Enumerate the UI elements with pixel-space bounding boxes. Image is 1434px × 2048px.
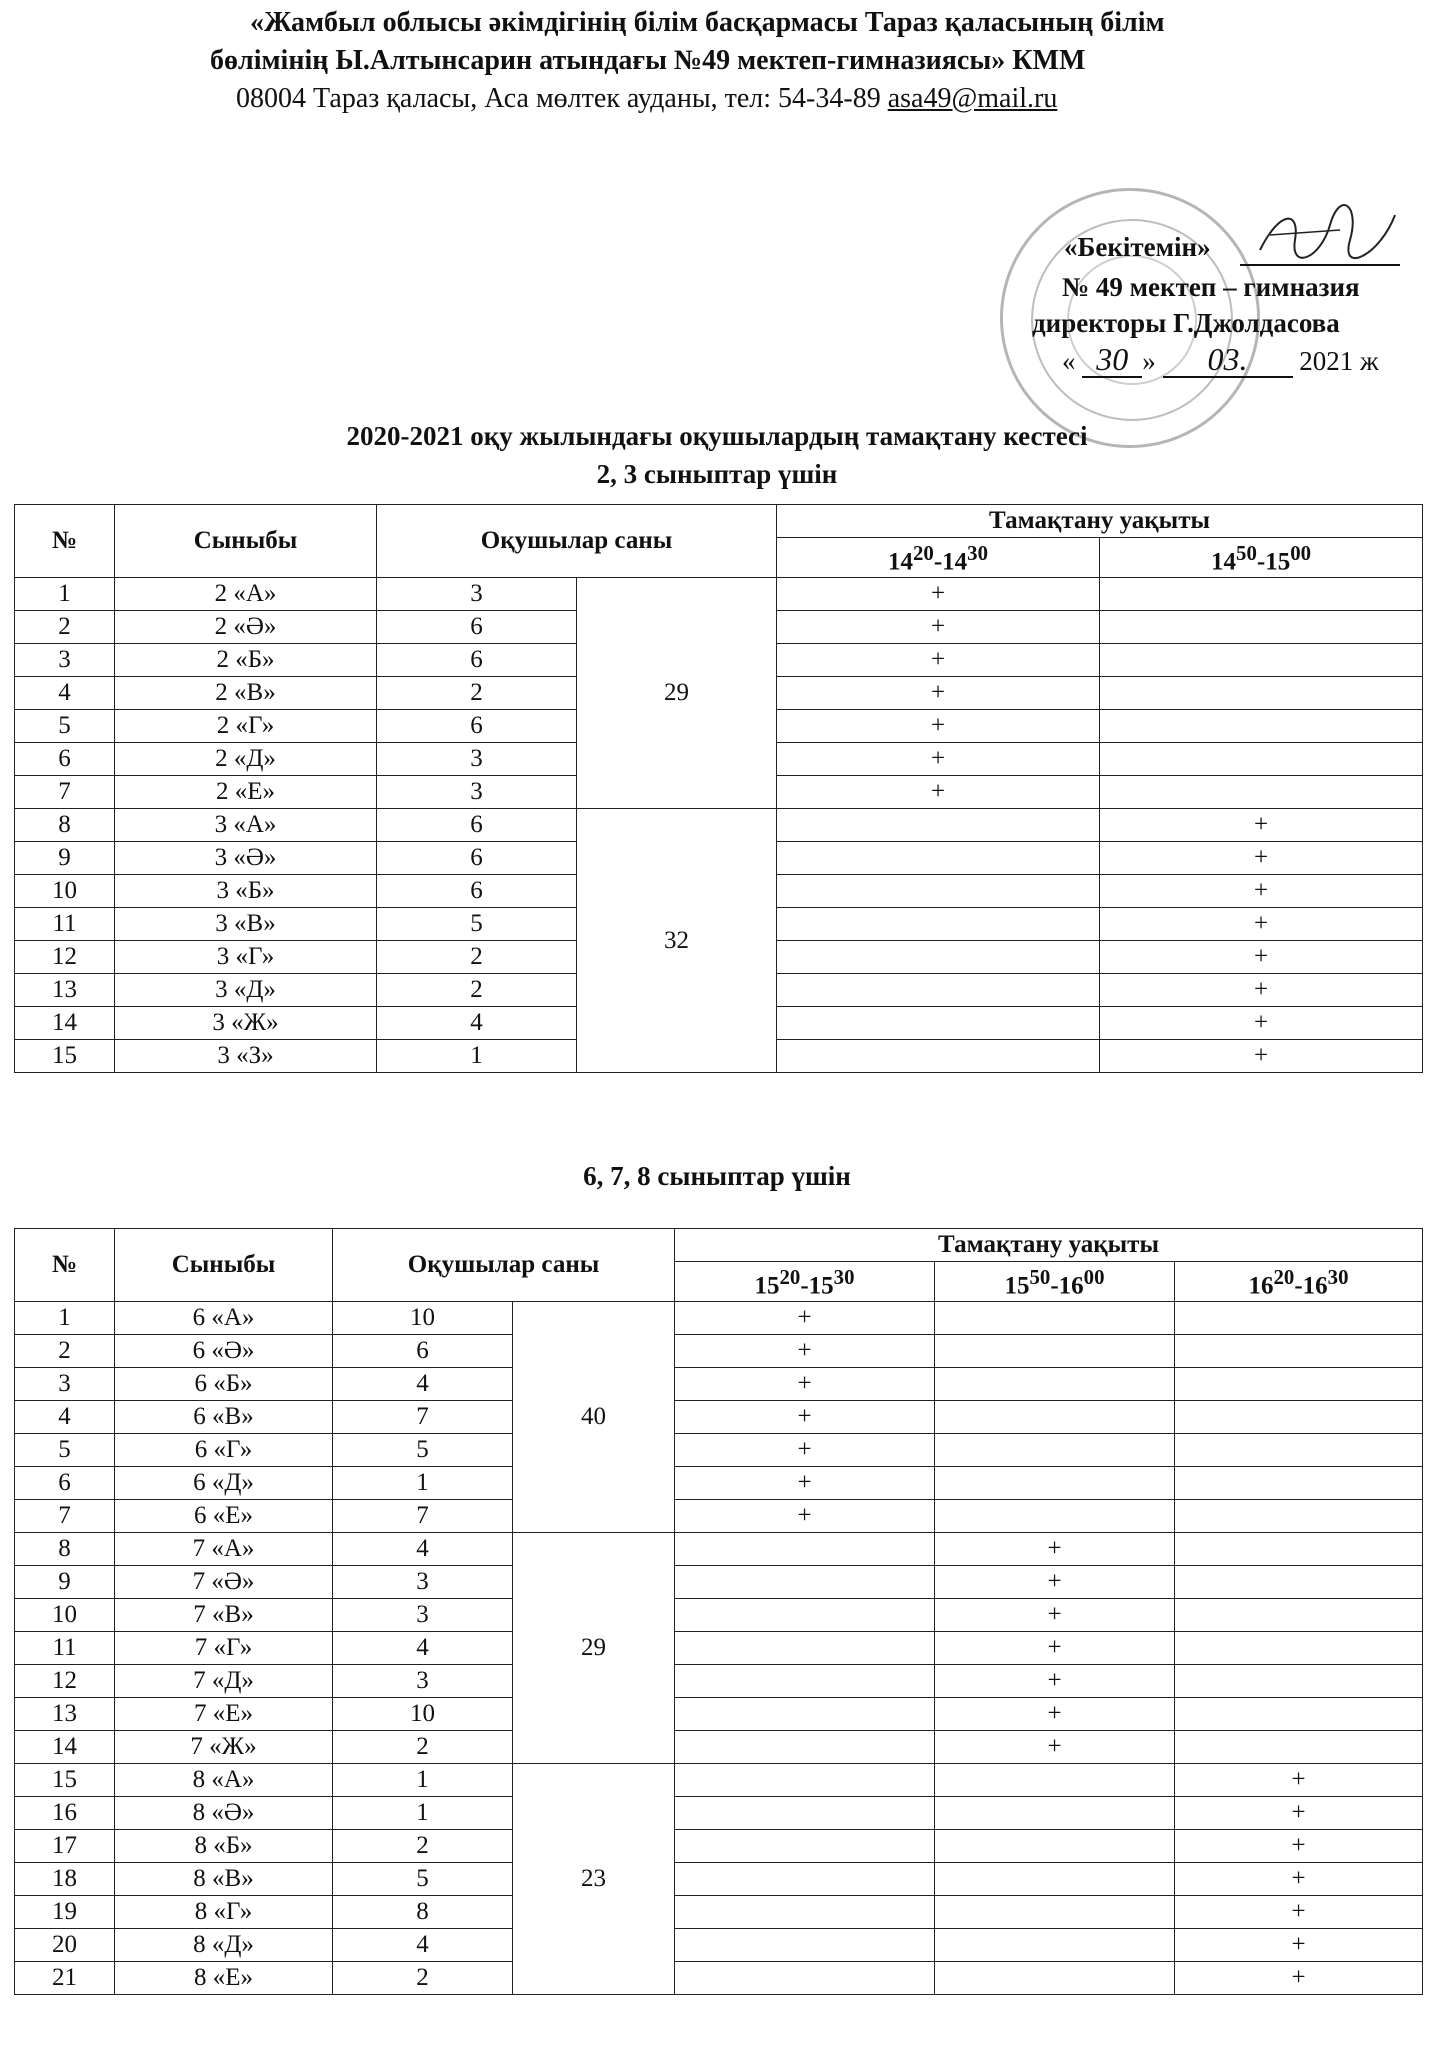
slot-end-minutes: 00: [1083, 1265, 1105, 1289]
class-name: 2 «Г»: [115, 710, 377, 743]
table-row: [15, 1665, 1423, 1698]
time-slot-header: $14^{20}-14^{30}$: [777, 538, 1100, 578]
time-slot-mark: [935, 1929, 1175, 1962]
time-slot-mark: [1100, 644, 1423, 677]
time-slot-mark: +: [675, 1401, 935, 1434]
date-year: 2021 ж: [1299, 346, 1379, 376]
time-slot-mark: [675, 1731, 935, 1764]
time-slot-mark: +: [777, 644, 1100, 677]
student-count: 10: [333, 1698, 513, 1731]
table-row: [15, 809, 1423, 842]
row-number: 12: [15, 1665, 115, 1698]
slot-start-minutes: 20: [913, 541, 934, 565]
student-count: 2: [377, 974, 577, 1007]
class-name: 2 «А»: [115, 578, 377, 611]
time-slot-mark: +: [1175, 1764, 1423, 1797]
row-number: 12: [15, 941, 115, 974]
student-count: 6: [377, 809, 577, 842]
time-slot-mark: +: [1100, 1007, 1423, 1040]
time-slot-mark: [1175, 1533, 1423, 1566]
student-count: 5: [377, 908, 577, 941]
table-row: [15, 1698, 1423, 1731]
time-slot-mark: [935, 1368, 1175, 1401]
time-slot-mark: [1175, 1632, 1423, 1665]
slot-start-hour: 15: [754, 1272, 780, 1300]
class-name: 7 «В»: [115, 1599, 333, 1632]
row-number: 15: [15, 1764, 115, 1797]
class-name: 6 «В»: [115, 1401, 333, 1434]
group-total: 23: [513, 1764, 675, 1995]
class-name: 3 «А»: [115, 809, 377, 842]
class-name: 3 «Ж»: [115, 1007, 377, 1040]
table-row: [15, 1500, 1423, 1533]
slot-end-minutes: 00: [1290, 541, 1312, 565]
table-row: [15, 1302, 1423, 1335]
approval-label: «Бекітемін»: [1064, 232, 1211, 262]
row-number: 9: [15, 842, 115, 875]
student-count: 4: [333, 1632, 513, 1665]
class-name: 3 «В»: [115, 908, 377, 941]
time-slot-mark: +: [675, 1467, 935, 1500]
class-name: 3 «Б»: [115, 875, 377, 908]
class-name: 8 «Г»: [115, 1896, 333, 1929]
time-slot-mark: [935, 1962, 1175, 1995]
time-slot-mark: +: [1100, 842, 1423, 875]
student-count: 4: [333, 1929, 513, 1962]
time-slot-mark: [1175, 1731, 1423, 1764]
student-count: 6: [377, 875, 577, 908]
row-number: 6: [15, 1467, 115, 1500]
time-slot-header: $16^{20}-16^{30}$: [1175, 1262, 1423, 1302]
time-slot-mark: [777, 809, 1100, 842]
time-slot-mark: +: [1175, 1896, 1423, 1929]
time-slot-mark: +: [777, 743, 1100, 776]
time-slot-mark: [935, 1500, 1175, 1533]
student-count: 4: [333, 1533, 513, 1566]
time-slot-mark: [1100, 677, 1423, 710]
student-count: 3: [377, 743, 577, 776]
slot-start-hour: 14: [1211, 548, 1237, 576]
table-row: [15, 1434, 1423, 1467]
class-name: 2 «Д»: [115, 743, 377, 776]
time-slot-mark: +: [675, 1302, 935, 1335]
time-slot-mark: [935, 1830, 1175, 1863]
header-address: [236, 82, 1434, 116]
row-number: 1: [15, 1302, 115, 1335]
time-slot-mark: [1100, 578, 1423, 611]
table-row: [15, 1929, 1423, 1962]
slot-end-hour: 16: [1058, 1272, 1084, 1300]
time-slot-mark: +: [1175, 1797, 1423, 1830]
group-total: 29: [513, 1533, 675, 1764]
row-number: 4: [15, 677, 115, 710]
signature-icon: [1250, 200, 1400, 270]
student-count: 6: [333, 1335, 513, 1368]
time-slot-mark: [777, 875, 1100, 908]
time-slot-mark: [935, 1302, 1175, 1335]
time-slot-mark: [935, 1797, 1175, 1830]
class-name: 8 «А»: [115, 1764, 333, 1797]
row-number: 8: [15, 1533, 115, 1566]
time-slot-mark: [675, 1533, 935, 1566]
row-number: 11: [15, 908, 115, 941]
col-header-class: Сыныбы: [115, 505, 377, 578]
class-name: 2 «Е»: [115, 776, 377, 809]
time-slot-header: $15^{20}-15^{30}$: [675, 1262, 935, 1302]
table-row: [15, 1566, 1423, 1599]
student-count: 6: [377, 842, 577, 875]
table-row: [15, 1632, 1423, 1665]
time-slot-mark: [935, 1335, 1175, 1368]
time-slot-mark: +: [675, 1500, 935, 1533]
header-line-1: «Жамбыл облысы әкімдігінің білім басқармасы Тараз қаласының білім: [250, 7, 1165, 38]
class-name: 6 «Б»: [115, 1368, 333, 1401]
row-number: 20: [15, 1929, 115, 1962]
time-slot-header: $15^{50}-16^{00}$: [935, 1262, 1175, 1302]
table-row: [15, 1467, 1423, 1500]
time-slot-mark: +: [1175, 1830, 1423, 1863]
time-slot-mark: +: [935, 1632, 1175, 1665]
class-name: 3 «Г»: [115, 941, 377, 974]
row-number: 3: [15, 1368, 115, 1401]
time-slot-mark: [675, 1830, 935, 1863]
time-slot-mark: [777, 974, 1100, 1007]
slot-start-minutes: 20: [779, 1265, 801, 1289]
time-slot-mark: +: [777, 578, 1100, 611]
col-header-time: Тамақтану уақыты: [777, 505, 1423, 538]
page-title: 2020-2021 оқу жылындағы оқушылардың тамақтану кестесі: [346, 421, 1088, 451]
table-row: [15, 1533, 1423, 1566]
table-row: [15, 1764, 1423, 1797]
row-number: 9: [15, 1566, 115, 1599]
row-number: 14: [15, 1731, 115, 1764]
row-number: 2: [15, 1335, 115, 1368]
student-count: 3: [333, 1665, 513, 1698]
class-name: 7 «Е»: [115, 1698, 333, 1731]
student-count: 6: [377, 611, 577, 644]
time-slot-mark: [1175, 1467, 1423, 1500]
signature-line: [1240, 264, 1400, 266]
time-slot-mark: [1175, 1302, 1423, 1335]
table2-subtitle: 6, 7, 8 сыныптар үшін: [583, 1161, 851, 1191]
schedule-table-grades-6-7-8: [14, 1228, 1423, 1995]
col-header-number: №: [15, 1229, 115, 1302]
student-count: 2: [333, 1830, 513, 1863]
class-name: 8 «Б»: [115, 1830, 333, 1863]
row-number: 18: [15, 1863, 115, 1896]
time-slot-mark: [777, 842, 1100, 875]
time-slot-mark: +: [1175, 1863, 1423, 1896]
time-slot-mark: [1100, 611, 1423, 644]
table-row: [15, 1896, 1423, 1929]
row-number: 2: [15, 611, 115, 644]
student-count: 2: [333, 1962, 513, 1995]
row-number: 15: [15, 1040, 115, 1073]
student-count: 1: [333, 1467, 513, 1500]
date-close-quote: »: [1142, 346, 1156, 376]
slot-end-hour: 15: [808, 1272, 834, 1300]
slot-start-hour: 16: [1248, 1272, 1274, 1300]
time-slot-mark: [935, 1467, 1175, 1500]
table-row: [15, 1797, 1423, 1830]
time-slot-mark: [1175, 1335, 1423, 1368]
row-number: 5: [15, 1434, 115, 1467]
col-header-count: Оқушылар саны: [377, 505, 777, 578]
group-total: 40: [513, 1302, 675, 1533]
student-count: 6: [377, 710, 577, 743]
date-month: 03.: [1163, 342, 1293, 378]
student-count: 7: [333, 1500, 513, 1533]
time-slot-mark: [777, 1040, 1100, 1073]
row-number: 8: [15, 809, 115, 842]
time-slot-mark: [675, 1764, 935, 1797]
row-number: 21: [15, 1962, 115, 1995]
time-slot-mark: +: [1100, 875, 1423, 908]
row-number: 11: [15, 1632, 115, 1665]
date-day: 30: [1082, 342, 1142, 378]
student-count: 3: [377, 578, 577, 611]
class-name: 6 «Д»: [115, 1467, 333, 1500]
class-name: 8 «Ә»: [115, 1797, 333, 1830]
class-name: 7 «Ә»: [115, 1566, 333, 1599]
class-name: 8 «Е»: [115, 1962, 333, 1995]
time-slot-mark: +: [777, 611, 1100, 644]
time-slot-mark: [1175, 1401, 1423, 1434]
row-number: 7: [15, 776, 115, 809]
table-row: [15, 578, 1423, 611]
row-number: 16: [15, 1797, 115, 1830]
time-slot-header: $14^{50}-15^{00}$: [1100, 538, 1423, 578]
time-slot-mark: [777, 1007, 1100, 1040]
time-slot-mark: [675, 1599, 935, 1632]
time-slot-mark: +: [1175, 1962, 1423, 1995]
table-row: [15, 1599, 1423, 1632]
student-count: 6: [377, 644, 577, 677]
slot-start-hour: 14: [888, 548, 914, 576]
class-name: 7 «Г»: [115, 1632, 333, 1665]
table-row: [15, 1401, 1423, 1434]
time-slot-mark: +: [1100, 908, 1423, 941]
time-slot-mark: +: [675, 1434, 935, 1467]
table-row: [15, 1368, 1423, 1401]
approval-org: № 49 мектеп – гимназия: [1062, 272, 1360, 302]
col-header-time: Тамақтану уақыты: [675, 1229, 1423, 1262]
student-count: 10: [333, 1302, 513, 1335]
class-name: 3 «З»: [115, 1040, 377, 1073]
address-text: 08004 Тараз қаласы, Аса мөлтек ауданы, тел: 54-34-89: [236, 83, 881, 114]
class-name: 7 «Ж»: [115, 1731, 333, 1764]
time-slot-mark: [1175, 1368, 1423, 1401]
time-slot-mark: [675, 1962, 935, 1995]
time-slot-mark: [1100, 776, 1423, 809]
class-name: 2 «Ә»: [115, 611, 377, 644]
table-row: [15, 1731, 1423, 1764]
time-slot-mark: [935, 1434, 1175, 1467]
row-number: 7: [15, 1500, 115, 1533]
time-slot-mark: [1175, 1434, 1423, 1467]
time-slot-mark: [675, 1665, 935, 1698]
row-number: 13: [15, 974, 115, 1007]
class-name: 6 «Е»: [115, 1500, 333, 1533]
time-slot-mark: [675, 1566, 935, 1599]
slot-end-hour: 16: [1302, 1272, 1328, 1300]
time-slot-mark: [675, 1797, 935, 1830]
time-slot-mark: +: [935, 1566, 1175, 1599]
time-slot-mark: +: [935, 1533, 1175, 1566]
time-slot-mark: +: [675, 1335, 935, 1368]
table-row: [15, 1863, 1423, 1896]
row-number: 4: [15, 1401, 115, 1434]
student-count: 8: [333, 1896, 513, 1929]
class-name: 6 «Г»: [115, 1434, 333, 1467]
time-slot-mark: [675, 1632, 935, 1665]
slot-start-minutes: 20: [1273, 1265, 1295, 1289]
row-number: 13: [15, 1698, 115, 1731]
time-slot-mark: +: [777, 677, 1100, 710]
col-header-number: №: [15, 505, 115, 578]
student-count: 3: [333, 1599, 513, 1632]
group-total: 32: [577, 809, 777, 1073]
time-slot-mark: [935, 1896, 1175, 1929]
slot-end-minutes: 30: [833, 1265, 855, 1289]
class-name: 8 «В»: [115, 1863, 333, 1896]
time-slot-mark: [1175, 1599, 1423, 1632]
student-count: 7: [333, 1401, 513, 1434]
time-slot-mark: +: [777, 776, 1100, 809]
row-number: 17: [15, 1830, 115, 1863]
class-name: 7 «А»: [115, 1533, 333, 1566]
col-header-class: Сыныбы: [115, 1229, 333, 1302]
table1-subtitle: 2, 3 сыныптар үшін: [596, 459, 838, 489]
time-slot-mark: [935, 1764, 1175, 1797]
time-slot-mark: [675, 1929, 935, 1962]
time-slot-mark: [675, 1896, 935, 1929]
class-name: 3 «Ә»: [115, 842, 377, 875]
time-slot-mark: +: [777, 710, 1100, 743]
student-count: 1: [377, 1040, 577, 1073]
student-count: 4: [333, 1368, 513, 1401]
schedule-table-grades-2-3: [14, 504, 1423, 1073]
row-number: 1: [15, 578, 115, 611]
time-slot-mark: [777, 941, 1100, 974]
time-slot-mark: [1175, 1698, 1423, 1731]
row-number: 5: [15, 710, 115, 743]
time-slot-mark: +: [1100, 1040, 1423, 1073]
class-name: 3 «Д»: [115, 974, 377, 1007]
slot-end-minutes: 30: [967, 541, 988, 565]
group-total: 29: [577, 578, 777, 809]
approval-date: [1062, 342, 1379, 378]
time-slot-mark: [1175, 1665, 1423, 1698]
table-row: [15, 1830, 1423, 1863]
time-slot-mark: +: [935, 1665, 1175, 1698]
student-count: 2: [377, 941, 577, 974]
student-count: 3: [377, 776, 577, 809]
time-slot-mark: [675, 1863, 935, 1896]
class-name: 6 «А»: [115, 1302, 333, 1335]
time-slot-mark: +: [935, 1731, 1175, 1764]
slot-end-hour: 15: [1265, 548, 1291, 576]
table-row: [15, 1962, 1423, 1995]
student-count: 5: [333, 1434, 513, 1467]
slot-start-hour: 15: [1004, 1272, 1030, 1300]
student-count: 1: [333, 1797, 513, 1830]
time-slot-mark: +: [1100, 809, 1423, 842]
student-count: 2: [333, 1731, 513, 1764]
time-slot-mark: [935, 1401, 1175, 1434]
slot-end-minutes: 30: [1327, 1265, 1349, 1289]
email-link[interactable]: asa49@mail.ru: [887, 83, 1058, 114]
time-slot-mark: +: [1175, 1929, 1423, 1962]
time-slot-mark: [1175, 1566, 1423, 1599]
class-name: 8 «Д»: [115, 1929, 333, 1962]
time-slot-mark: [1175, 1500, 1423, 1533]
row-number: 14: [15, 1007, 115, 1040]
slot-start-minutes: 50: [1029, 1265, 1051, 1289]
time-slot-mark: [935, 1863, 1175, 1896]
class-name: 2 «Б»: [115, 644, 377, 677]
time-slot-mark: [1100, 710, 1423, 743]
student-count: 2: [377, 677, 577, 710]
time-slot-mark: +: [1100, 974, 1423, 1007]
row-number: 3: [15, 644, 115, 677]
approval-director: директоры Г.Джолдасова: [1032, 308, 1340, 338]
time-slot-mark: [777, 908, 1100, 941]
row-number: 10: [15, 875, 115, 908]
student-count: 3: [333, 1566, 513, 1599]
time-slot-mark: +: [675, 1368, 935, 1401]
slot-end-hour: 14: [942, 548, 968, 576]
student-count: 4: [377, 1007, 577, 1040]
date-open-quote: «: [1062, 346, 1076, 376]
time-slot-mark: +: [1100, 941, 1423, 974]
header-line-2: бөлімінің Ы.Алтынсарин атындағы №49 мектеп-гимназиясы» КММ: [210, 45, 1086, 76]
time-slot-mark: +: [935, 1698, 1175, 1731]
row-number: 10: [15, 1599, 115, 1632]
time-slot-mark: [1100, 743, 1423, 776]
col-header-count: Оқушылар саны: [333, 1229, 675, 1302]
row-number: 19: [15, 1896, 115, 1929]
student-count: 5: [333, 1863, 513, 1896]
table-row: [15, 1335, 1423, 1368]
student-count: 1: [333, 1764, 513, 1797]
row-number: 6: [15, 743, 115, 776]
class-name: 2 «В»: [115, 677, 377, 710]
time-slot-mark: +: [935, 1599, 1175, 1632]
slot-start-minutes: 50: [1236, 541, 1257, 565]
class-name: 6 «Ә»: [115, 1335, 333, 1368]
class-name: 7 «Д»: [115, 1665, 333, 1698]
time-slot-mark: [675, 1698, 935, 1731]
